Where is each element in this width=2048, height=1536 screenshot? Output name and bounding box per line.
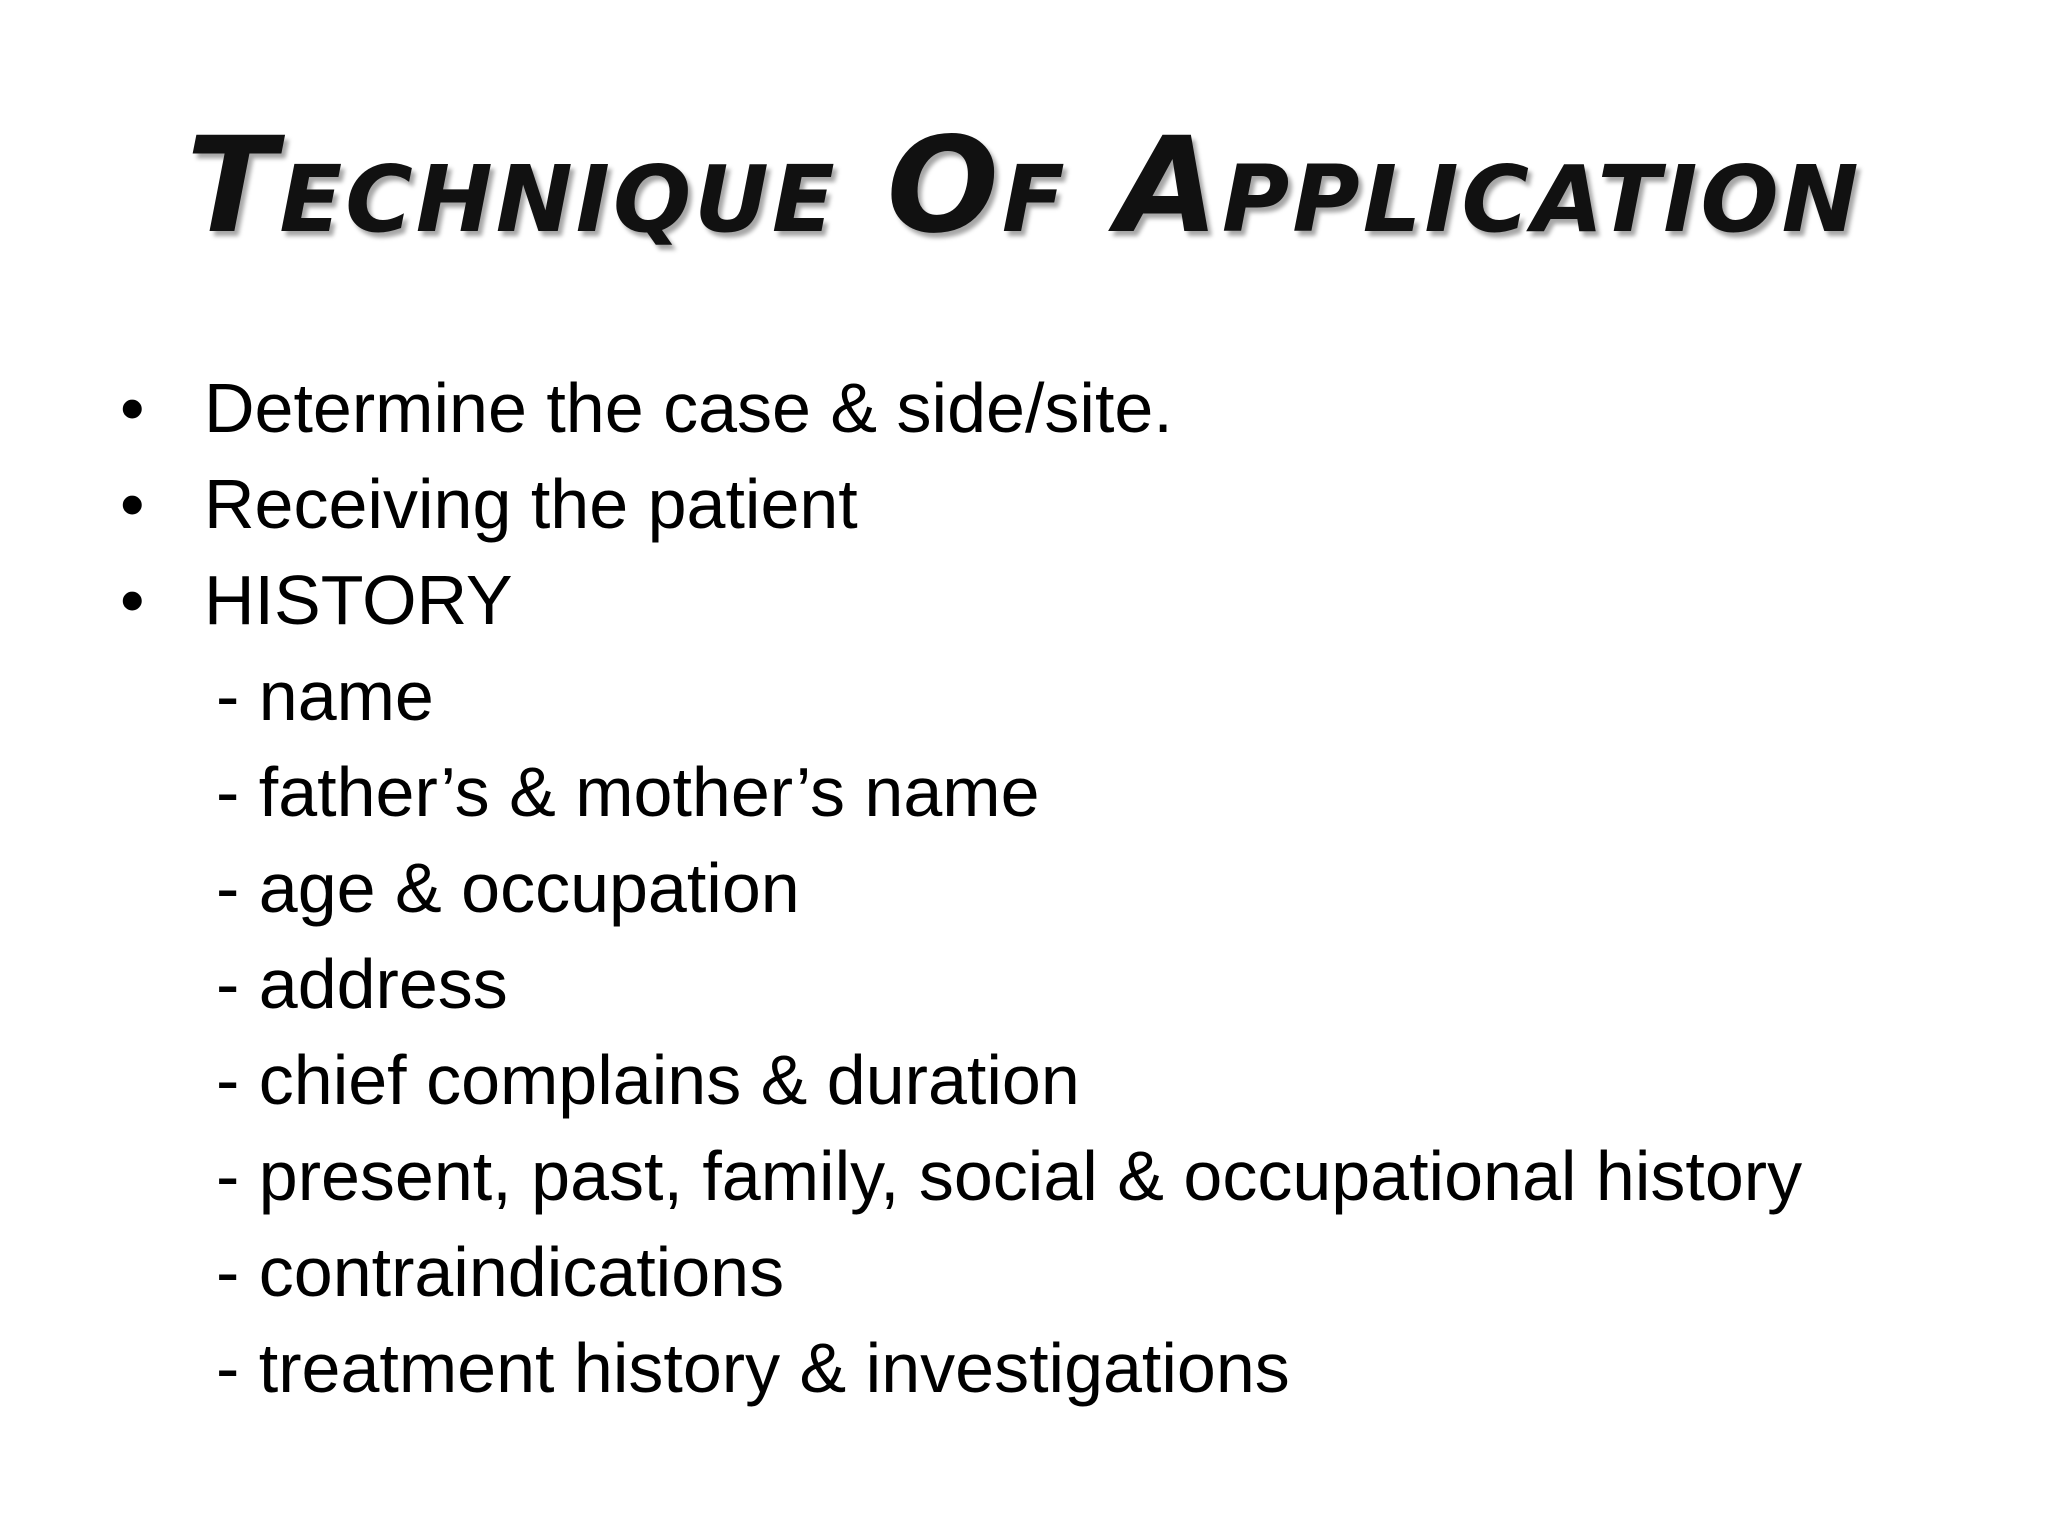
bullet-text: Determine the case & side/site. — [204, 369, 1173, 447]
bullet-text: Receiving the patient — [204, 465, 858, 543]
sub-item — [120, 1320, 2000, 1416]
sub-item — [120, 1128, 2000, 1224]
bullet-icon: • — [120, 369, 145, 447]
sub-item-text: - treatment history & investigations — [216, 1329, 1290, 1407]
slide-body — [120, 360, 2000, 1416]
bullet-item — [120, 456, 2000, 552]
sub-item-text: - father’s & mother’s name — [216, 753, 1040, 831]
sub-item-text: - name — [216, 657, 434, 735]
sub-item-text: - contraindications — [216, 1233, 785, 1311]
bullet-icon: • — [120, 465, 145, 543]
sub-item — [120, 744, 2000, 840]
sub-item-text: - present, past, family, social & occupational history — [216, 1137, 1803, 1215]
slide-title: Technique Of Application — [186, 109, 1862, 263]
bullet-text: HISTORY — [204, 561, 513, 639]
sub-item — [120, 936, 2000, 1032]
sub-item — [120, 1224, 2000, 1320]
sub-item — [120, 648, 2000, 744]
sub-item-text: - address — [216, 945, 508, 1023]
sub-item-text: - chief complains & duration — [216, 1041, 1080, 1119]
sub-item-text: - age & occupation — [216, 849, 800, 927]
sub-item — [120, 1032, 2000, 1128]
bullet-item — [120, 552, 2000, 648]
bullet-icon: • — [120, 561, 145, 639]
bullet-item — [120, 360, 2000, 456]
sub-item — [120, 840, 2000, 936]
